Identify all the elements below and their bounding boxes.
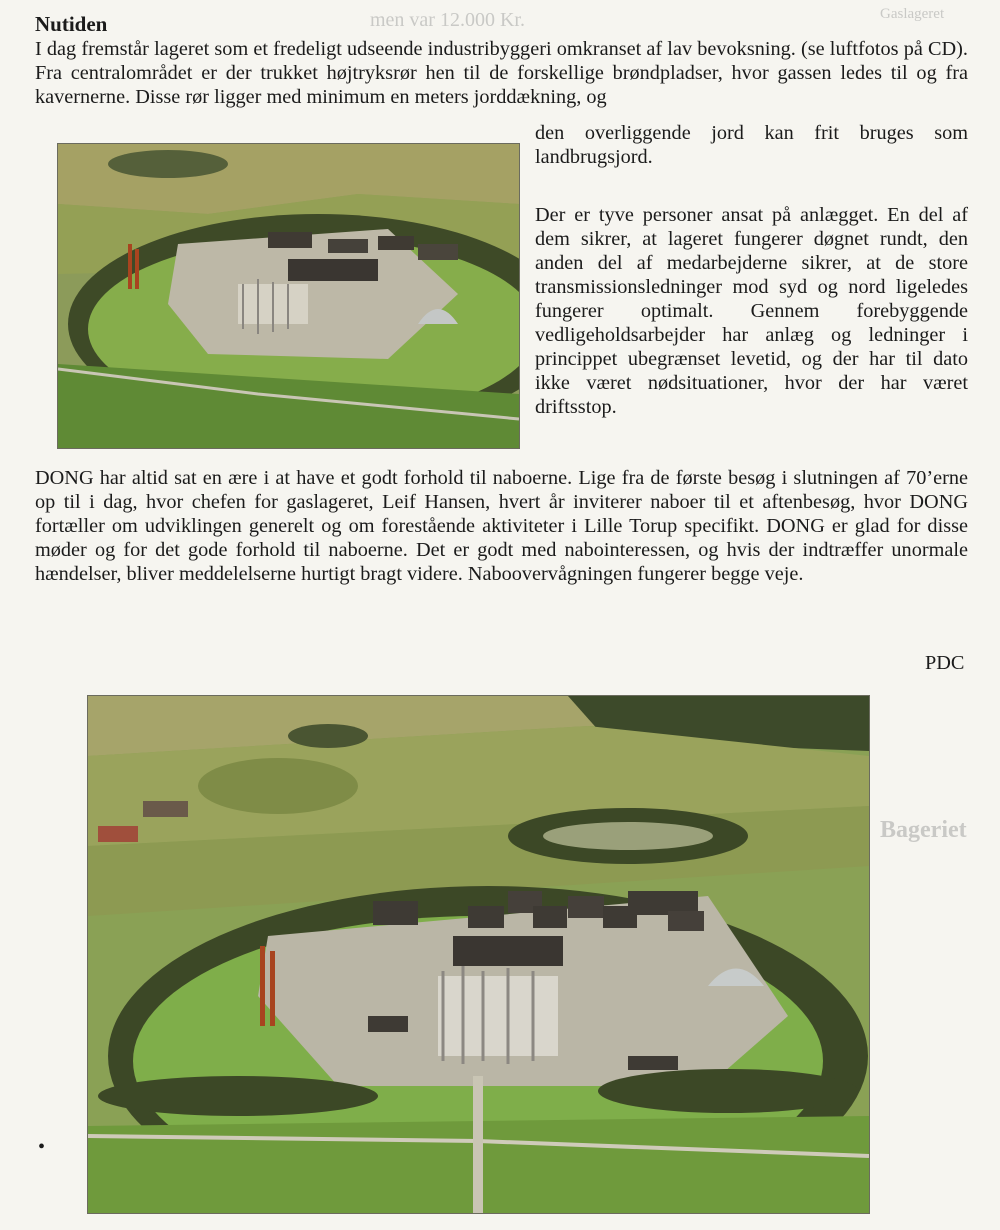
author-signature: PDC — [925, 652, 965, 674]
bullet-mark: • — [38, 1136, 46, 1158]
paragraph-neighbours: DONG har altid sat en ære i at have et godt forhold til naboerne. Lige fra de første besøg i slutningen af 70’erne op til i dag, hvor chefen for gaslageret, Leif Hansen, hvert år inviterer naboer til et aftenbesøg, hvor DONG fortæller om udviklingen generelt og om forestående aktiviteter i Lille Torup specifikt. DONG er glad for disse møder og for det gode forhold til naboerne. Det er godt med nabointeressen, og hvis der indtræffer unormale hændelser, bliver meddelelserne hurtigt bragt videre. Naboovervågningen fungerer begge veje. — [35, 467, 968, 585]
section-heading: Nutiden — [35, 12, 108, 36]
bleed-through-text: Bageriet — [880, 817, 967, 843]
bleed-through-text: men var 12.000 Kr. — [370, 9, 525, 31]
aerial-photo-gas-storage-small — [57, 143, 520, 449]
bleed-through-text: Gaslageret — [880, 6, 945, 22]
paragraph-staff: Der er tyve personer ansat på anlægget. En del af dem sikrer, at lageret fungerer døgnet rundt, den anden del af medarbejderne sikrer, at de store transmissionsledninger mod syd og nord ligeledes fungerer optimalt. Gennem forebyggende vedligeholdsarbejder har anlæg og ledninger i princippet ubegrænset levetid, og der har til dato ikke været nødsituationer, hvor der har været driftsstop. — [535, 204, 968, 418]
paragraph-intro: I dag fremstår lageret som et fredeligt udseende industribyggeri omkranset af lav bevoksning. (se luftfotos på CD). Fra centralområdet er der trukket højtryksrør hen til de forskellige brøndpladser, hvor gassen ledes til og fra kavernerne. Disse rør ligger med minimum en meters jorddækning, og — [35, 38, 968, 108]
paragraph-intro-continued: den overliggende jord kan frit bruges som landbrugsjord. — [535, 122, 968, 168]
aerial-photo-gas-storage-large — [87, 695, 870, 1214]
